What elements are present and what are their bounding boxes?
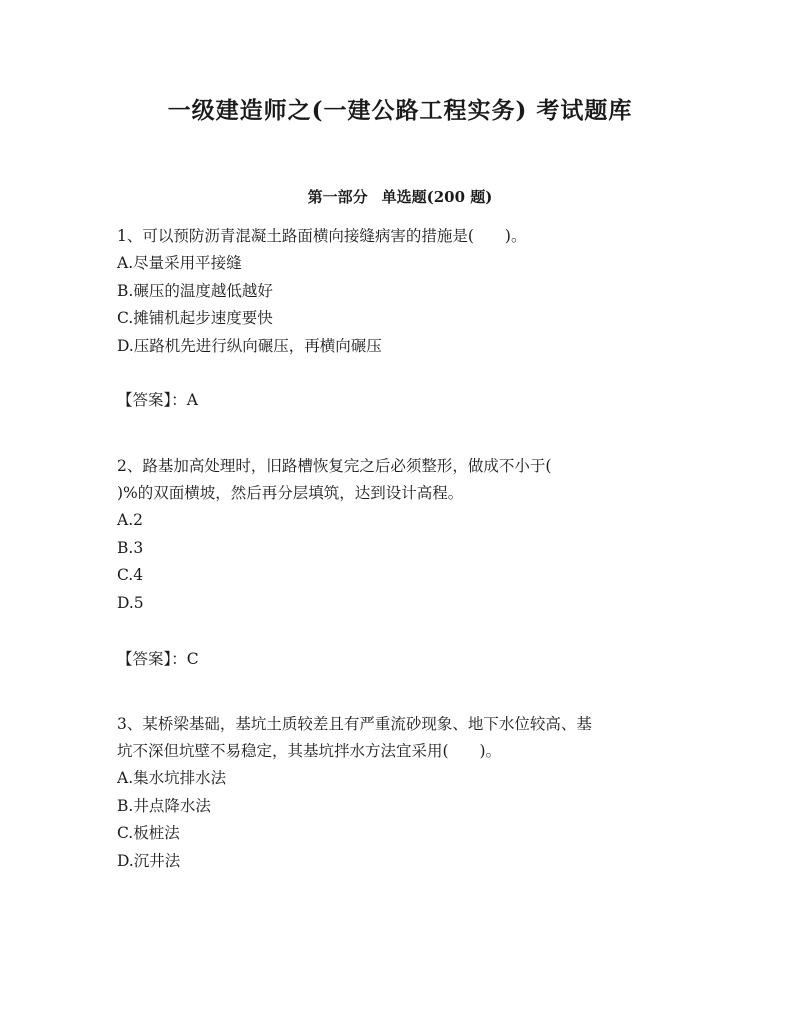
- question-stem-line-2: )%的双面横坡，然后再分层填筑，达到设计高程。: [117, 484, 464, 502]
- option-a: A.集水坑排水法: [117, 769, 227, 787]
- section-type: 单选题(200 题): [381, 188, 493, 206]
- question-3: [117, 711, 697, 875]
- question-stem: 1、可以预防沥青混凝土路面横向接缝病害的措施是( )。: [117, 227, 527, 245]
- section-name: 第一部分: [307, 188, 368, 206]
- question-stem-line-2: 坑不深但坑壁不易稳定，其基坑拌水方法宜采用( )。: [117, 742, 502, 760]
- option-d: D.沉井法: [117, 851, 181, 870]
- option-c: C.4: [117, 566, 144, 584]
- option-c: C.摊铺机起步速度要快: [117, 309, 273, 327]
- question-2: [117, 453, 697, 617]
- option-b: B.碾压的温度越低越好: [117, 281, 273, 300]
- document-title: 一级建造师之(一建公路工程实务) 考试题库: [167, 97, 633, 124]
- option-c: C.板桩法: [117, 824, 180, 842]
- answer-value: C: [186, 650, 199, 668]
- answer-label: 【答案】：: [117, 391, 187, 409]
- option-d: D.5: [117, 593, 144, 612]
- question-stem-line-1: 2、路基加高处理时，旧路槽恢复完之后必须整形，做成不小于(: [117, 457, 552, 475]
- answer-label: 【答案】：: [117, 650, 187, 668]
- question-stem-line-1: 3、某桥梁基础，基坑土质较差且有严重流砂现象、地下水位较高、基: [117, 715, 592, 733]
- option-a: A.2: [117, 511, 143, 529]
- option-b: B.井点降水法: [117, 796, 211, 815]
- question-1: [117, 223, 697, 360]
- answer-value: A: [186, 391, 198, 409]
- option-a: A.尽量采用平接缝: [117, 254, 242, 272]
- answer-1: [117, 388, 198, 412]
- answer-2: [117, 647, 199, 671]
- option-b: B.3: [117, 538, 144, 557]
- option-d: D.压路机先进行纵向碾压，再横向碾压: [117, 336, 382, 355]
- section-heading: [0, 186, 800, 207]
